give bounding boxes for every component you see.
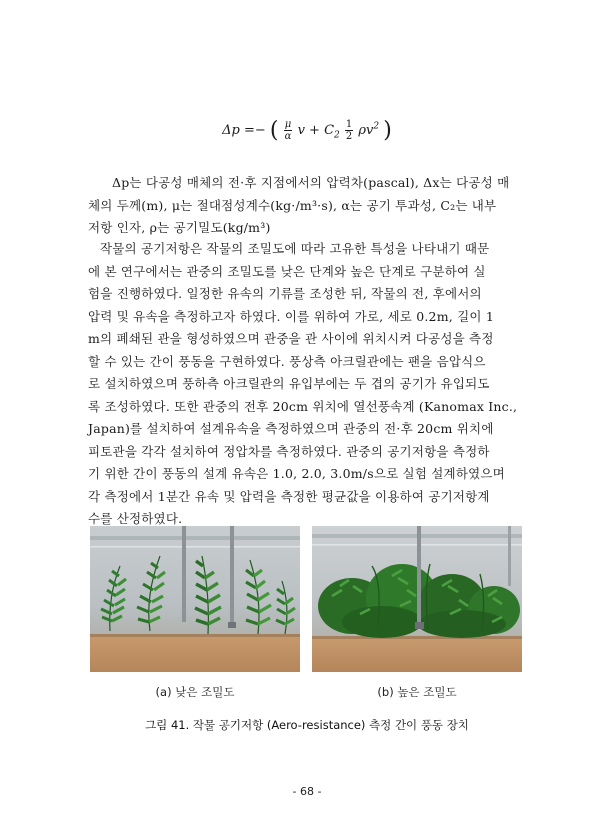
fraction-numerator: μ — [284, 119, 292, 130]
text-line: 할 수 있는 간이 풍동을 구현하였다. 풍상측 아크릴관에는 팬을 음압식으 — [88, 353, 486, 369]
text-line: 피토관을 각각 설치하여 정압차를 측정하였다. 관중의 공기저항을 측정하 — [88, 443, 490, 459]
fraction-mu-alpha — [284, 119, 293, 142]
subcaption-a: (a) 낮은 조밀도 — [155, 685, 235, 699]
page-number: - 68 - — [292, 785, 322, 798]
fern-tunnel-high-image — [312, 526, 522, 672]
text-line: m의 폐쇄된 관을 형성하였으며 관중을 관 사이에 위치시켜 다공성을 측정 — [88, 331, 494, 346]
text-line: 로 설치하였으며 풍하측 아크릴관의 유입부에는 두 겹의 공기가 유입되도 — [88, 376, 490, 391]
equation-lhs: Δp — [222, 123, 240, 138]
text-line: 체의 두께(m), μ는 절대점성계수(kg·/m³·s), α는 공기 투과성, C₂는 내부 — [88, 197, 497, 213]
equation — [0, 118, 614, 143]
paragraph-method — [88, 238, 534, 531]
left-paren: ( — [269, 118, 279, 143]
text-line: 험을 진행하였다. 일정한 유속의 기류를 조성한 뒤, 작물의 전, 후에서의 — [88, 286, 482, 301]
equation-v-plus: v + C — [297, 123, 335, 138]
fraction-denominator: α — [284, 131, 292, 142]
text-line: 저항 인자, ρ는 공기밀도(kg/m³) — [88, 220, 271, 235]
fraction-denominator: 2 — [345, 131, 353, 142]
text-line: Δp는 다공성 매체의 전·후 지점에서의 압력차(pascal), Δx는 다공성 매 — [112, 175, 510, 190]
equation-superscript: 2 — [373, 121, 380, 132]
photo-high-density — [312, 526, 522, 672]
figure-caption: 그림 41. 작물 공기저항 (Aero-resistance) 측정 간이 풍동 장치 — [145, 718, 469, 732]
fraction-numerator: 1 — [345, 119, 353, 130]
photo-low-density — [90, 526, 300, 672]
text-line: 록 조성하였다. 또한 관중의 전후 20cm 위치에 열선풍속계 (Kanomax Inc., — [88, 398, 518, 414]
paragraph-definitions — [88, 172, 534, 240]
text-line: 기 위한 간이 풍동의 설계 유속은 1.0, 2.0, 3.0m/s으로 실험 설계하였으며 — [88, 466, 505, 481]
equation-rho-v: ρv — [358, 123, 374, 138]
text-line: 에 본 연구에서는 관중의 조밀도를 낮은 단계와 높은 단계로 구분하여 실 — [88, 263, 486, 279]
text-line: 수를 산정하였다. — [88, 511, 183, 526]
fraction-half — [345, 119, 353, 142]
text-line: 각 측정에서 1분간 유속 및 압력을 측정한 평균값을 이용하여 공기저항계 — [88, 488, 490, 504]
equation-subscript: 2 — [334, 130, 340, 141]
fern-tunnel-low-image — [90, 526, 300, 672]
text-line: 작물의 공기저항은 작물의 조밀도에 따라 고유한 특성을 나타내기 때문 — [100, 241, 490, 256]
subcaption-b: (b) 높은 조밀도 — [377, 685, 457, 699]
equation-equals: =− — [243, 123, 266, 138]
text-line: 압력 및 유속을 측정하고자 하였다. 이를 위하여 가로, 세로 0.2m, 길이 1 — [88, 308, 494, 324]
right-paren: ) — [383, 118, 392, 143]
text-line: Japan)를 설치하여 설계유속을 측정하였으며 관중의 전·후 20cm 위치에 — [88, 421, 494, 436]
